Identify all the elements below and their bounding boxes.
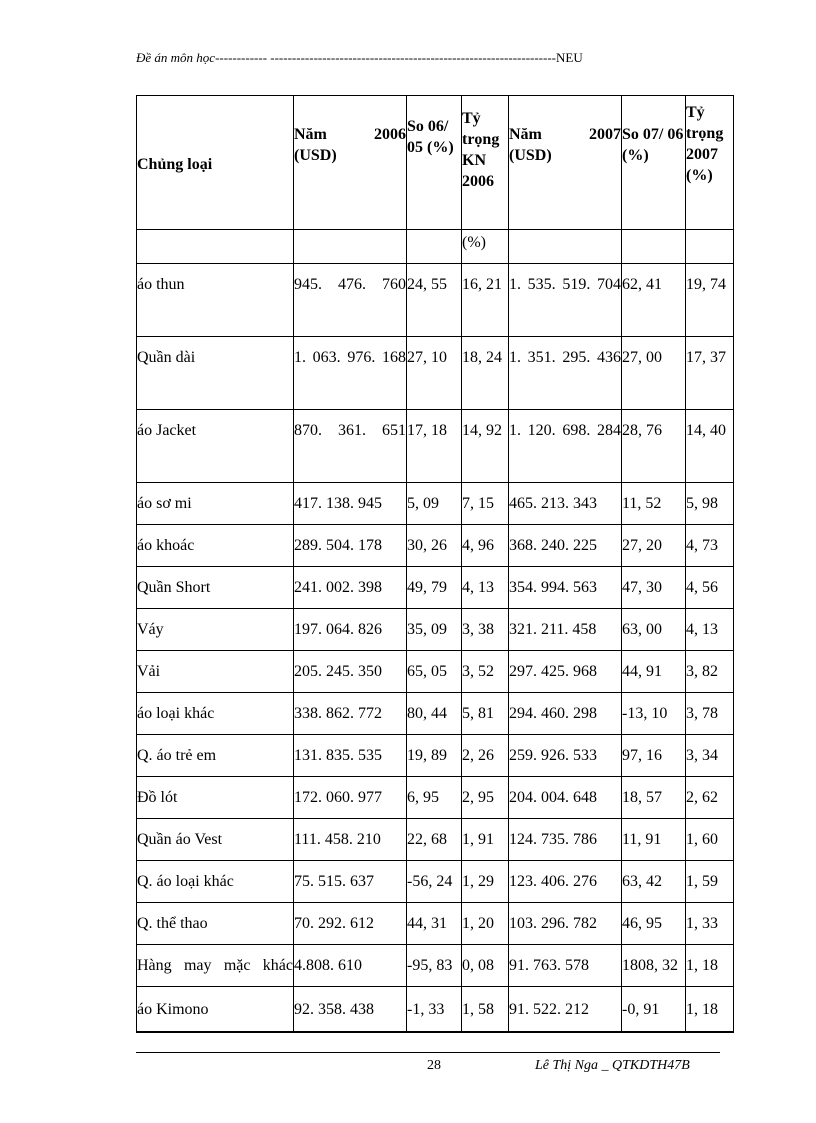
header-org: NEU	[556, 50, 583, 65]
footer-author: Lê Thị Nga _ QTKDTH47B	[535, 1058, 690, 1073]
export-table	[136, 95, 734, 1033]
value-cell: -95, 83	[407, 945, 462, 987]
column-header-text: Tỷ trọng 2007 (%)	[686, 104, 724, 184]
value-cell: 44, 31	[407, 903, 462, 945]
value-cell: 0, 08	[462, 945, 509, 987]
column-header	[137, 96, 294, 230]
value-cell: 1. 063. 976. 168	[294, 337, 407, 410]
value-cell: 75. 515. 637	[294, 861, 407, 903]
category-cell: áo Jacket	[137, 410, 294, 483]
value-cell: 14, 92	[462, 410, 509, 483]
value-cell: 1, 18	[686, 987, 734, 1033]
value-cell: 16, 21	[462, 264, 509, 337]
value-cell: 5, 09	[407, 483, 462, 525]
value-cell: 17, 37	[686, 337, 734, 410]
table-subheader-row	[137, 230, 734, 264]
table-row	[137, 987, 734, 1033]
value-cell: 97, 16	[622, 735, 686, 777]
value-cell: 5, 98	[686, 483, 734, 525]
value-cell: 259. 926. 533	[509, 735, 622, 777]
value-cell: 44, 91	[622, 651, 686, 693]
category-cell: Vải	[137, 651, 294, 693]
value-cell: 46, 95	[622, 903, 686, 945]
category-cell: Quần dài	[137, 337, 294, 410]
value-cell: 17, 18	[407, 410, 462, 483]
value-cell: -1, 33	[407, 987, 462, 1033]
value-cell: 14, 40	[686, 410, 734, 483]
subheader-cell	[509, 230, 622, 264]
page-header	[136, 50, 698, 66]
value-cell: -0, 91	[622, 987, 686, 1033]
value-cell: 321. 211. 458	[509, 609, 622, 651]
category-cell: áo khoác	[137, 525, 294, 567]
value-cell: 30, 26	[407, 525, 462, 567]
table-row	[137, 777, 734, 819]
category-cell: áo Kimono	[137, 987, 294, 1033]
value-cell: 1, 29	[462, 861, 509, 903]
column-header	[686, 96, 734, 230]
value-cell: 870. 361. 651	[294, 410, 407, 483]
value-cell: 11, 52	[622, 483, 686, 525]
table-row	[137, 693, 734, 735]
category-cell: áo loại khác	[137, 693, 294, 735]
column-header	[294, 96, 407, 230]
value-cell: 1, 59	[686, 861, 734, 903]
value-cell: -56, 24	[407, 861, 462, 903]
value-cell: 3, 52	[462, 651, 509, 693]
table-row	[137, 861, 734, 903]
value-cell: 1808, 32	[622, 945, 686, 987]
value-cell: 1, 60	[686, 819, 734, 861]
value-cell: 1, 91	[462, 819, 509, 861]
column-header-text: Năm 2007 (USD)	[509, 126, 621, 164]
value-cell: 27, 20	[622, 525, 686, 567]
value-cell: 2, 95	[462, 777, 509, 819]
value-cell: -13, 10	[622, 693, 686, 735]
category-cell: Quần áo Vest	[137, 819, 294, 861]
value-cell: 131. 835. 535	[294, 735, 407, 777]
value-cell: 1, 33	[686, 903, 734, 945]
value-cell: 1, 58	[462, 987, 509, 1033]
value-cell: 241. 002. 398	[294, 567, 407, 609]
subheader-cell	[407, 230, 462, 264]
table-row	[137, 567, 734, 609]
column-header-text: So 07/ 06 (%)	[622, 126, 684, 164]
value-cell: 172. 060. 977	[294, 777, 407, 819]
category-cell: Q. áo trẻ em	[137, 735, 294, 777]
value-cell: 11, 91	[622, 819, 686, 861]
value-cell: 2, 62	[686, 777, 734, 819]
value-cell: 205. 245. 350	[294, 651, 407, 693]
subheader-cell	[294, 230, 407, 264]
value-cell: 338. 862. 772	[294, 693, 407, 735]
category-cell: Q. thể thao	[137, 903, 294, 945]
value-cell: 1. 535. 519. 704	[509, 264, 622, 337]
table-header-row	[137, 96, 734, 230]
value-cell: 24, 55	[407, 264, 462, 337]
value-cell: 1, 20	[462, 903, 509, 945]
column-header	[462, 96, 509, 230]
category-cell: Hàng may mặc khác	[137, 945, 294, 987]
column-header	[622, 96, 686, 230]
table-row	[137, 525, 734, 567]
value-cell: 91. 763. 578	[509, 945, 622, 987]
value-cell: 297. 425. 968	[509, 651, 622, 693]
table-row	[137, 735, 734, 777]
value-cell: 18, 24	[462, 337, 509, 410]
subheader-cell	[137, 230, 294, 264]
value-cell: 65, 05	[407, 651, 462, 693]
value-cell: 28, 76	[622, 410, 686, 483]
value-cell: 294. 460. 298	[509, 693, 622, 735]
value-cell: 3, 82	[686, 651, 734, 693]
value-cell: 47, 30	[622, 567, 686, 609]
value-cell: 6, 95	[407, 777, 462, 819]
table-row	[137, 945, 734, 987]
subheader-cell	[686, 230, 734, 264]
value-cell: 63, 42	[622, 861, 686, 903]
value-cell: 18, 57	[622, 777, 686, 819]
column-header-text: Tỷ trọng KN 2006	[462, 110, 500, 190]
table-row	[137, 337, 734, 410]
footer-rule	[136, 1052, 720, 1053]
value-cell: 3, 78	[686, 693, 734, 735]
header-title: Đề án môn học	[136, 50, 216, 65]
table-row	[137, 819, 734, 861]
category-cell: Váy	[137, 609, 294, 651]
value-cell: 27, 00	[622, 337, 686, 410]
value-cell: 3, 38	[462, 609, 509, 651]
value-cell: 80, 44	[407, 693, 462, 735]
value-cell: 417. 138. 945	[294, 483, 407, 525]
value-cell: 92. 358. 438	[294, 987, 407, 1033]
value-cell: 19, 89	[407, 735, 462, 777]
value-cell: 63, 00	[622, 609, 686, 651]
value-cell: 91. 522. 212	[509, 987, 622, 1033]
table-row	[137, 264, 734, 337]
value-cell: 465. 213. 343	[509, 483, 622, 525]
category-cell: Q. áo loại khác	[137, 861, 294, 903]
value-cell: 4.808. 610	[294, 945, 407, 987]
value-cell: 49, 79	[407, 567, 462, 609]
value-cell: 354. 994. 563	[509, 567, 622, 609]
value-cell: 1. 120. 698. 284	[509, 410, 622, 483]
value-cell: 1, 18	[686, 945, 734, 987]
category-cell: áo thun	[137, 264, 294, 337]
subheader-cell	[622, 230, 686, 264]
value-cell: 7, 15	[462, 483, 509, 525]
table-row	[137, 483, 734, 525]
value-cell: 4, 96	[462, 525, 509, 567]
category-cell: Đồ lót	[137, 777, 294, 819]
value-cell: 368. 240. 225	[509, 525, 622, 567]
value-cell: 19, 74	[686, 264, 734, 337]
table-row	[137, 410, 734, 483]
column-header-text: So 06/ 05 (%)	[407, 118, 454, 156]
value-cell: 103. 296. 782	[509, 903, 622, 945]
value-cell: 62, 41	[622, 264, 686, 337]
column-header-text: Chủng loại	[137, 156, 213, 173]
column-header	[407, 96, 462, 230]
value-cell: 289. 504. 178	[294, 525, 407, 567]
header-dashes: ------------ ------------------------------------------------------------------	[215, 50, 556, 65]
value-cell: 197. 064. 826	[294, 609, 407, 651]
value-cell: 1. 351. 295. 436	[509, 337, 622, 410]
category-cell: áo sơ mi	[137, 483, 294, 525]
value-cell: 70. 292. 612	[294, 903, 407, 945]
value-cell: 4, 13	[462, 567, 509, 609]
value-cell: 4, 73	[686, 525, 734, 567]
subheader-cell: (%)	[462, 230, 509, 264]
value-cell: 2, 26	[462, 735, 509, 777]
value-cell: 22, 68	[407, 819, 462, 861]
value-cell: 4, 13	[686, 609, 734, 651]
column-header	[509, 96, 622, 230]
table-row	[137, 903, 734, 945]
value-cell: 27, 10	[407, 337, 462, 410]
table-row	[137, 651, 734, 693]
value-cell: 4, 56	[686, 567, 734, 609]
category-cell: Quần Short	[137, 567, 294, 609]
value-cell: 35, 09	[407, 609, 462, 651]
value-cell: 5, 81	[462, 693, 509, 735]
table-row	[137, 609, 734, 651]
column-header-text: Năm 2006 (USD)	[294, 126, 406, 164]
value-cell: 123. 406. 276	[509, 861, 622, 903]
value-cell: 124. 735. 786	[509, 819, 622, 861]
page-number: 28	[427, 1058, 441, 1073]
value-cell: 204. 004. 648	[509, 777, 622, 819]
value-cell: 3, 34	[686, 735, 734, 777]
value-cell: 111. 458. 210	[294, 819, 407, 861]
value-cell: 945. 476. 760	[294, 264, 407, 337]
